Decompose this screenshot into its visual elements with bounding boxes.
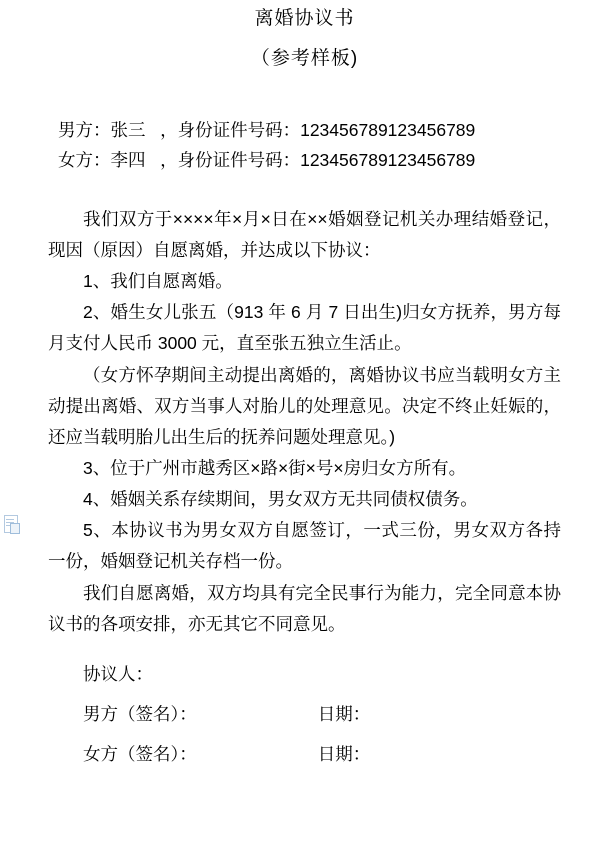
- paragraph-closing: 我们自愿离婚，双方均具有完全民事行为能力，完全同意本协议书的各项安排，亦无其它不同意见。: [48, 582, 561, 634]
- signature-name-husband: 男方（签名）：: [83, 704, 197, 725]
- paragraph-preamble: 我们双方于××××年×月×日在××婚姻登记机关办理结婚登记，现因（原因）自愿离婚，并达成以下协议：: [48, 208, 561, 260]
- parties-block: [48, 115, 561, 176]
- signature-date-husband: 日期：: [317, 704, 371, 725]
- party-line-wife: 女方：李四 ，身份证件号码：123456789123456789: [58, 150, 476, 171]
- document-page: [0, 8, 609, 854]
- signature-row-wife: [48, 734, 561, 774]
- signature-label: 协议人：: [83, 663, 153, 684]
- paragraph-note-pregnancy: （女方怀孕期间主动提出离婚的，离婚协议书应当载明女方主动提出离婚、双方当事人对胎儿的处理意见。决定不终止妊娠的，还应当载明胎儿出生后的抚养问题处理意见。): [48, 364, 561, 447]
- paragraph-clause-4: 4、婚姻关系存续期间，男女双方无共同债权债务。: [83, 489, 478, 510]
- signature-date-wife: 日期：: [317, 744, 371, 765]
- document-title: 离婚协议书: [254, 8, 355, 29]
- paragraph-clause-3: 3、位于广州市越秀区×路×街×号×房归女方所有。: [83, 457, 467, 478]
- paragraph-clause-2: 2、婚生女儿张五（913 年 6 月 7 日出生)归女方抚养，男方每月支付人民币 3000 元，直至张五独立生活止。: [48, 302, 561, 354]
- signature-row-husband: [48, 694, 561, 734]
- paragraph-clause-1: 1、我们自愿离婚。: [83, 271, 233, 292]
- paragraph-clause-5: 5、本协议书为男女双方自愿签订，一式三份，男女双方各持一份，婚姻登记机关存档一份。: [48, 520, 561, 572]
- document-subtitle: （参考样板): [250, 47, 359, 69]
- agreement-body: [48, 204, 561, 640]
- signature-name-wife: 女方（签名）：: [83, 744, 197, 765]
- signature-block: [48, 654, 561, 775]
- document-page-icon: [2, 513, 20, 535]
- party-line-husband: 男方：张三 ，身份证件号码：123456789123456789: [58, 119, 476, 140]
